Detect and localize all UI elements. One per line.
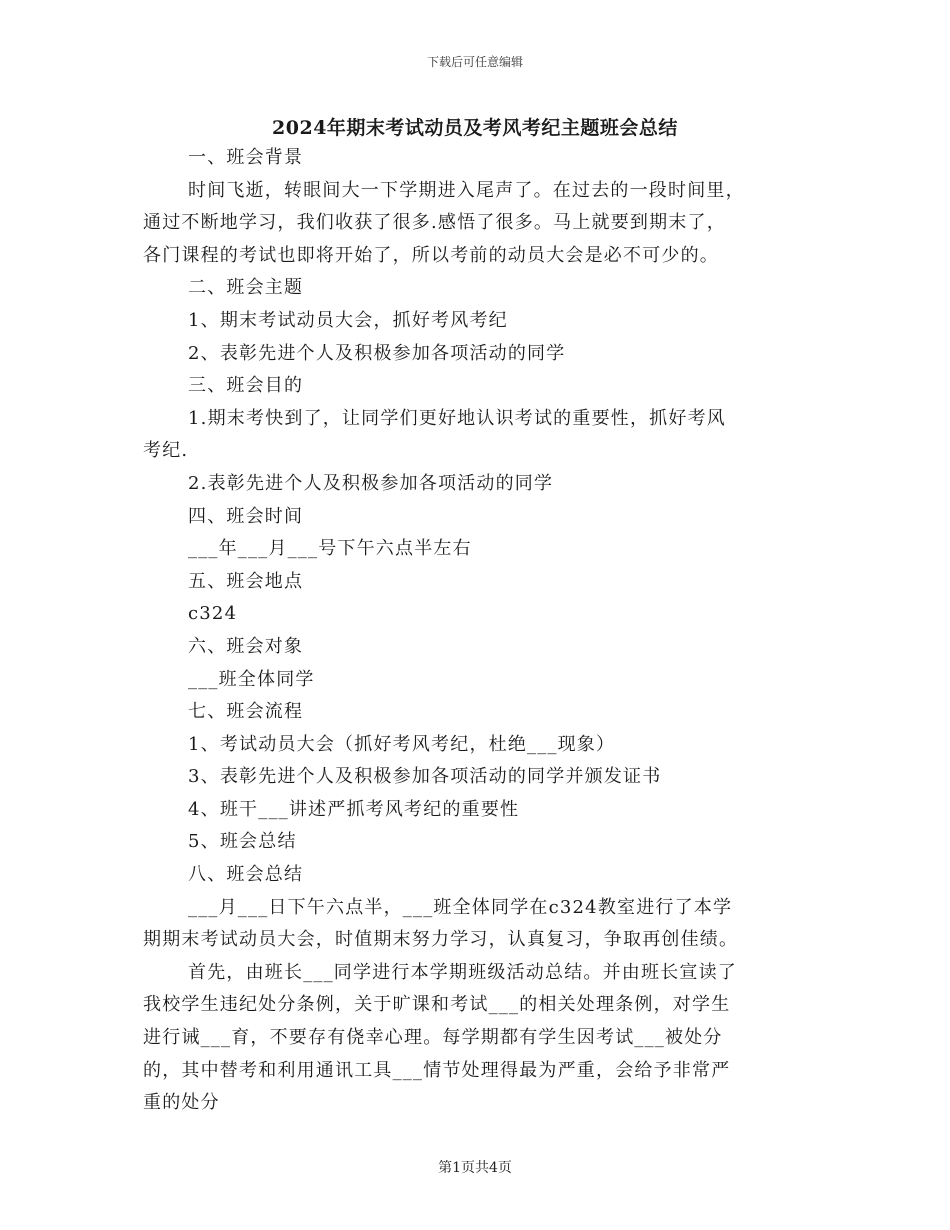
text-line: 五、班会地点 [188, 570, 304, 592]
text-line: 我校学生违纪处分条例，关于旷课和考试___的相关处理条例，对学生 [143, 994, 731, 1016]
text-line: 通过不断地学习，我们收获了很多.感悟了很多。马上就要到期末了， [143, 212, 726, 234]
text-line: 期期末考试动员大会，时值期末努力学习，认真复习，争取再创佳绩。 [143, 929, 739, 951]
text-line: 二、班会主题 [188, 277, 304, 299]
text-line: 的，其中替考和利用通讯工具___情节处理得最为严重，会给予非常严 [143, 1059, 731, 1081]
text-line: 时间飞逝，转眼间大一下学期进入尾声了。在过去的一段时间里， [188, 179, 745, 201]
text-line: 2、表彰先进个人及积极参加各项活动的同学 [188, 342, 566, 364]
text-line: ___月___日下午六点半，___班全体同学在c324教室进行了本学 [188, 896, 733, 918]
text-line: 5、班会总结 [188, 831, 297, 853]
text-line: 重的处分 [143, 1092, 220, 1114]
document-title: 2024年期末考试动员及考风考纪主题班会总结 [272, 117, 678, 139]
text-line: 4、班干___讲述严抓考风考纪的重要性 [188, 798, 520, 820]
text-line: 三、班会目的 [188, 375, 304, 397]
text-line: 七、班会流程 [188, 701, 304, 723]
text-line: 3、表彰先进个人及积极参加各项活动的同学并颁发证书 [188, 766, 662, 788]
text-line: 一、班会背景 [188, 147, 304, 168]
text-line: 各门课程的考试也即将开始了，所以考前的动员大会是必不可少的。 [143, 244, 719, 266]
text-line: 八、班会总结 [188, 864, 304, 886]
text-line: ___班全体同学 [188, 668, 315, 690]
text-line: 2.表彰先进个人及积极参加各项活动的同学 [188, 472, 554, 494]
page-footer: 第1页共4页 [438, 1160, 512, 1176]
text-line: ___年___月___号下午六点半左右 [188, 538, 472, 560]
text-line: 1、期末考试动员大会，抓好考风考纪 [188, 309, 508, 331]
text-line: 考纪. [143, 440, 189, 462]
text-line: 首先，由班长___同学进行本学期班级活动总结。并由班长宣读了 [188, 961, 737, 983]
text-line: c324 [188, 603, 238, 625]
text-line: 1.期末考快到了，让同学们更好地认识考试的重要性，抓好考风 [188, 407, 726, 429]
text-line: 四、班会时间 [188, 505, 304, 527]
text-line: 进行诫___育，不要存有侥幸心理。每学期都有学生因考试___被处分 [143, 1027, 723, 1049]
text-line: 六、班会对象 [188, 635, 304, 657]
text-line: 1、考试动员大会（抓好考风考纪，杜绝___现象） [188, 733, 616, 755]
document-body [143, 142, 803, 1120]
page-header: 下载后可任意编辑 [426, 55, 523, 69]
